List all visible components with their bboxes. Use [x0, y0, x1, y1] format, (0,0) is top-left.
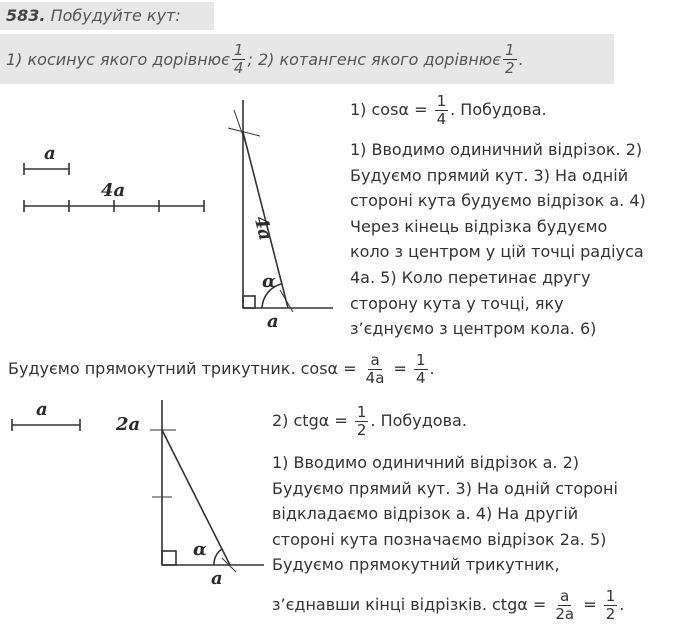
- solution-line: 1) Вводимо одиничний відрізок. 2): [350, 140, 643, 159]
- fig1-arc-mark: [234, 110, 248, 150]
- task-statement: [6, 38, 524, 80]
- fraction-numerator: 1: [356, 402, 367, 421]
- solution-line: Будуємо прямий кут. 3) На одній стороні: [272, 478, 618, 498]
- fig1-arc-mark: [228, 128, 260, 136]
- final-end: .: [429, 359, 435, 379]
- final-fraction-1: [364, 352, 387, 387]
- heading-fraction: [435, 93, 449, 128]
- solution-line: 1) Вводимо одиничний відрізок a. 2): [272, 453, 579, 472]
- fraction-numerator: a: [560, 586, 570, 605]
- task-title-text: Побудуйте кут:: [50, 6, 181, 25]
- solution-line: коло з центром у цій точці радіуса: [350, 242, 644, 262]
- fraction-denominator: 4: [416, 368, 426, 387]
- final-text: з’єднавши кінці відрізків. ctg: [272, 595, 518, 615]
- fig2-angle-arc: [214, 549, 222, 565]
- heading-fraction: [355, 404, 369, 439]
- fig1-long-label: 4a: [101, 180, 126, 201]
- task-fraction-1: [232, 42, 246, 77]
- task-fraction-2: [503, 42, 517, 77]
- task-part1: 1) косинус якого дорівнює: [6, 49, 230, 69]
- fraction-denominator: 4a: [365, 368, 385, 387]
- fig1-base-label: a: [267, 311, 279, 332]
- fraction-denominator: 2: [605, 604, 616, 623]
- heading-eq: =: [408, 100, 433, 120]
- heading-eq: =: [329, 411, 353, 431]
- solution-line: з’єднуємо з центром кола. 6): [350, 319, 597, 339]
- solution-1-final: Будуємо прямокутний трикутник. cos α = $\frac{a}{4a}$ = $\frac{1}{4}$ .: [8, 350, 435, 387]
- solution-2-body: [272, 450, 618, 578]
- fraction-numerator: 1: [436, 91, 447, 110]
- solution-line: 4a. 5) Коло перетинає другу: [350, 267, 591, 287]
- fraction-denominator: 4: [233, 58, 244, 77]
- fig2-tick-mark: [222, 558, 236, 572]
- final-end: .: [619, 595, 625, 615]
- task-separator: ; 2) котангенс якого дорівнює: [247, 49, 502, 69]
- heading-after: . Побудова.: [370, 411, 467, 431]
- fig1-arc-mark: [280, 290, 293, 312]
- fig1-right-angle-mark: [243, 296, 255, 308]
- heading-alpha: α: [398, 100, 409, 120]
- solution-line: Через кінець відрізка будуємо: [350, 216, 608, 236]
- fraction-denominator: 4: [436, 109, 447, 128]
- fraction-denominator: 2: [505, 58, 515, 77]
- solution-line: Будуємо прямий кут. 3) На одній: [350, 165, 629, 185]
- fig1-angle-label: α: [262, 271, 276, 292]
- task-number: 583.: [6, 6, 46, 25]
- fig1-hypotenuse-label: 4a: [249, 214, 276, 243]
- fig2-base-label: a: [211, 568, 223, 589]
- final-fraction-2: [604, 588, 618, 623]
- final-alpha: α: [327, 359, 339, 379]
- task-title: [6, 6, 181, 25]
- solution-1-body: [350, 137, 646, 342]
- heading-lead: 2) ctg: [272, 411, 319, 431]
- fig2-angle-label: α: [193, 539, 207, 560]
- solution-line: Будуємо прямокутний трикутник,: [272, 555, 560, 575]
- final-text: Будуємо прямокутний трикутник. cos: [8, 359, 328, 379]
- solution-2-heading: [272, 400, 467, 442]
- fraction-numerator: 1: [505, 40, 515, 59]
- final-fraction-2: [414, 352, 428, 387]
- solution-line: відкладаємо відрізок a. 4) На другій: [272, 504, 579, 524]
- fig2-unit-label: a: [36, 399, 48, 420]
- solution-line: стороні кута позначаємо відрізок 2a. 5): [272, 529, 607, 549]
- heading-lead: 1) cos: [350, 100, 399, 120]
- fig1-unit-label: a: [44, 143, 56, 164]
- task-end: .: [518, 49, 524, 69]
- heading-after: . Побудова.: [450, 100, 547, 120]
- fraction-numerator: 1: [605, 586, 616, 605]
- final-alpha: α: [517, 595, 528, 615]
- solution-line: сторону кута у точці, яку: [350, 293, 564, 313]
- solution-line: стороні кута будуємо відрізок a. 4): [350, 191, 646, 211]
- solution-2-final: з’єднавши кінці відрізків. ctg α = $\frac{a}{2a}$ = $\frac{1}{2}$ .: [272, 586, 625, 623]
- fraction-denominator: 2a: [555, 604, 575, 623]
- fraction-numerator: 1: [233, 40, 244, 59]
- fraction-numerator: 1: [416, 350, 426, 369]
- final-fraction-1: [553, 588, 576, 623]
- fig2-right-angle-mark: [162, 551, 176, 565]
- solution-1-heading: [350, 90, 547, 130]
- fraction-denominator: 2: [356, 420, 367, 439]
- heading-alpha: α: [318, 411, 330, 431]
- fig2-side-label: 2a: [116, 414, 141, 435]
- fraction-numerator: a: [370, 350, 380, 369]
